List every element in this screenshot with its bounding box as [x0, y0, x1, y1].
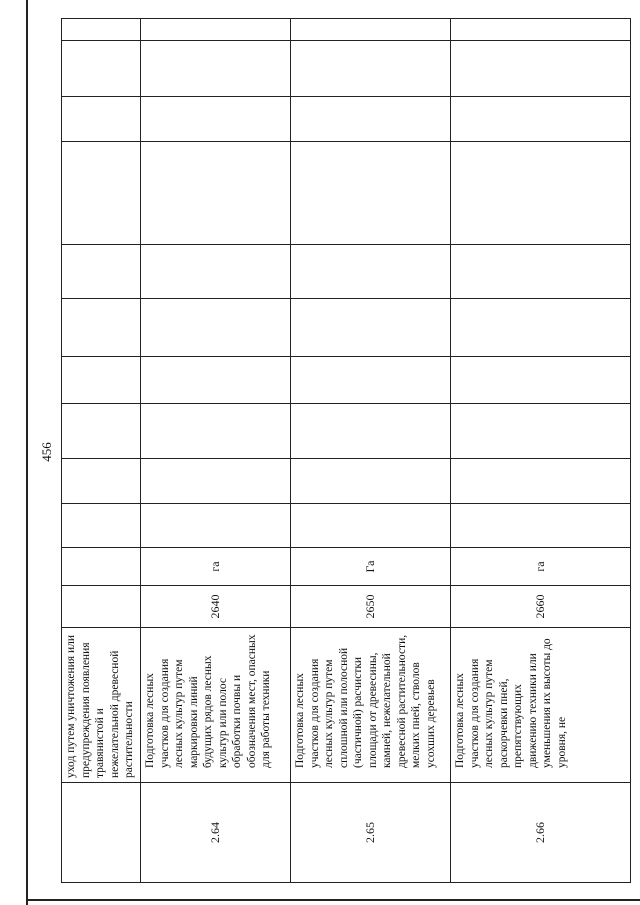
empty-cell	[291, 245, 451, 299]
empty-cell	[141, 459, 291, 504]
empty-cell	[291, 299, 451, 357]
empty-cell	[62, 142, 141, 245]
description-text: уход путем уничтожения или предупреждения появления травянистой и нежелательной древесной растительности	[65, 635, 135, 778]
empty-cell	[451, 142, 631, 245]
page-number: 456	[39, 442, 54, 462]
empty-cell	[62, 41, 141, 97]
unit-cell: га	[451, 548, 631, 586]
left-edge-line	[26, 0, 28, 905]
empty-cell	[62, 357, 141, 404]
empty-cell	[451, 357, 631, 404]
empty-cell	[141, 404, 291, 459]
unit-cell	[62, 548, 141, 586]
code-cell	[62, 586, 141, 628]
empty-cell	[291, 142, 451, 245]
table-row	[291, 19, 451, 883]
empty-cell	[451, 504, 631, 548]
empty-cell	[291, 404, 451, 459]
row-number-cell: 2.65	[291, 783, 451, 883]
table-row	[141, 19, 291, 883]
unit-cell: га	[141, 548, 291, 586]
description-cell	[291, 628, 451, 783]
row-number-cell	[62, 783, 141, 883]
empty-cell	[141, 41, 291, 97]
code-cell: 2640	[141, 586, 291, 628]
empty-cell	[451, 404, 631, 459]
unit-cell: Га	[291, 548, 451, 586]
empty-cell	[451, 299, 631, 357]
empty-cell	[291, 19, 451, 41]
empty-cell	[451, 245, 631, 299]
empty-cell	[141, 245, 291, 299]
empty-cell	[62, 504, 141, 548]
description-cell	[451, 628, 631, 783]
empty-cell	[141, 19, 291, 41]
empty-cell	[141, 97, 291, 142]
empty-cell	[141, 357, 291, 404]
empty-cell	[291, 41, 451, 97]
empty-cell	[451, 41, 631, 97]
empty-cell	[62, 245, 141, 299]
empty-cell	[62, 19, 141, 41]
empty-cell	[62, 404, 141, 459]
table-container	[61, 19, 630, 883]
empty-cell	[291, 357, 451, 404]
empty-cell	[451, 19, 631, 41]
empty-cell	[451, 97, 631, 142]
table-row	[451, 19, 631, 883]
code-cell: 2650	[291, 586, 451, 628]
empty-cell	[291, 459, 451, 504]
description-cell	[141, 628, 291, 783]
row-number-cell: 2.64	[141, 783, 291, 883]
code-cell: 2660	[451, 586, 631, 628]
data-table	[61, 18, 631, 883]
empty-cell	[141, 504, 291, 548]
empty-cell	[451, 459, 631, 504]
description-cell	[62, 628, 141, 783]
row-number-cell: 2.66	[451, 783, 631, 883]
empty-cell	[141, 299, 291, 357]
table-rotated	[61, 19, 630, 883]
empty-cell	[291, 97, 451, 142]
empty-cell	[62, 97, 141, 142]
bottom-edge-line	[28, 899, 640, 901]
empty-cell	[141, 142, 291, 245]
empty-cell	[62, 459, 141, 504]
empty-cell	[62, 299, 141, 357]
table-row	[62, 19, 141, 883]
description-text: Подготовка лесных участков для создания лесных культур путем маркировки линий будущих рядов лесных культур или полос обработки почвы и обозначения мест, опасных для работы техники	[144, 634, 272, 768]
description-text: Подготовка лесных участков для создания лесных культур путем раскорчевки пней, препятствующих движению техники или уменьшения их высоты до уровня, не	[454, 638, 568, 768]
empty-cell	[291, 504, 451, 548]
description-text: Подготовка лесных участков для создания лесных культур путем сплошной или полосной (частичной) расчистки площади от древесины, камней, нежелательной древесной растительности, мелких пней, стволов усохших деревьев	[294, 634, 437, 768]
